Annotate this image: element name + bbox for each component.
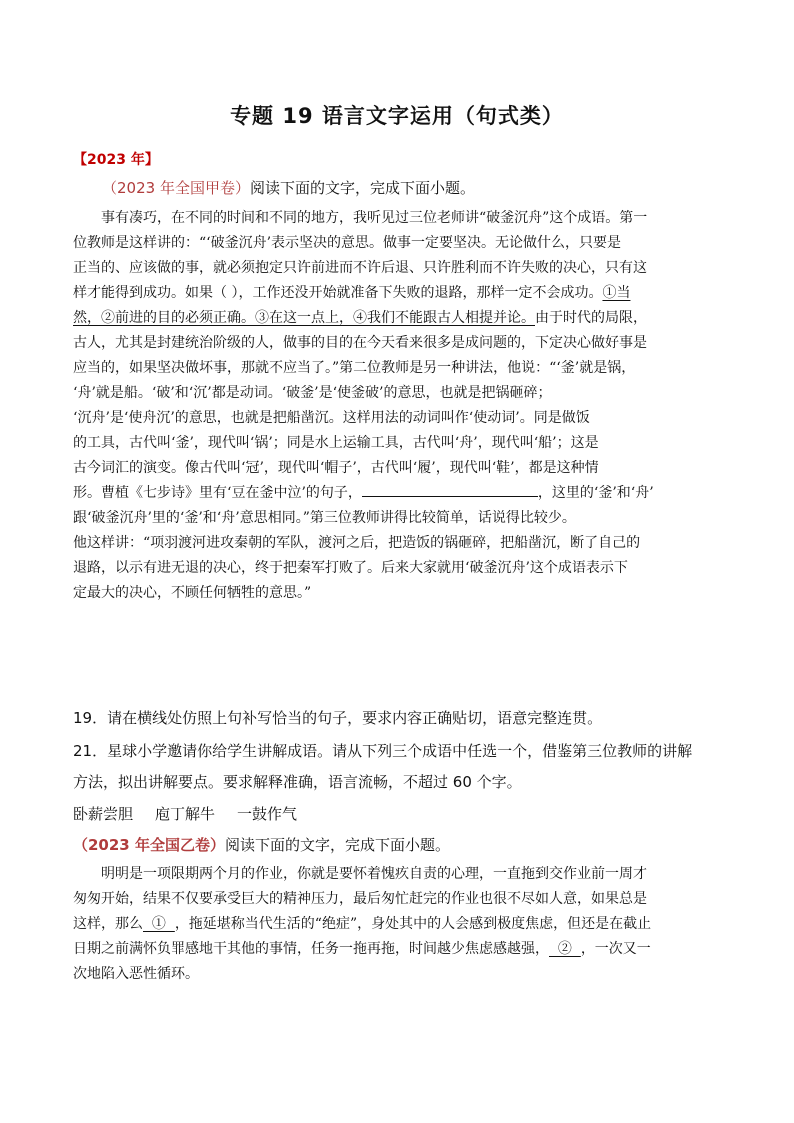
passage-line: 定最大的决心，不顾任何牺牲的意思。”	[73, 585, 312, 601]
passage-line: 匆匆开始，结果不仅要承受巨大的精神压力，最后匆忙赶完的作业也很不尽如人意，如果总是	[73, 891, 647, 907]
passage-line: 古今词汇的演变。像古代叫‘冠’，现代叫‘帽子’，古代叫‘履’，现代叫‘鞋’，都是这种情	[73, 460, 599, 476]
passage-line: 然，②前进的目的必须正确。③在这一点上，④我们不能跟古人相提并论。由于时代的局限，	[73, 310, 647, 326]
passage-line: 他这样讲：“项羽渡河进攻秦朝的军队，渡河之后，把造饭的锅砸碎，把船凿沉，断了自己的	[73, 535, 641, 551]
passage-line: 位教师是这样讲的：“‘破釜沉舟’表示坚决的意思。做事一定要坚决。无论做什么，只要是	[73, 235, 622, 251]
question-19: 19．请在横线处仿照上句补写恰当的句子，要求内容正确贴切，语意完整连贯。	[73, 709, 603, 727]
section2-source: （2023 年全国乙卷）	[73, 836, 225, 854]
question-21-line2: 方法，拟出讲解要点。要求解释准确，语言流畅，不超过 60 个字。	[73, 773, 522, 791]
idiom-options	[73, 803, 319, 824]
idiom-option: 一鼓作气	[237, 805, 298, 823]
section1-instruction: 阅读下面的文字，完成下面小题。	[249, 179, 475, 197]
year-bracket-open: 【	[73, 152, 87, 168]
passage-line: 退路，以示有进无退的决心，终于把秦军打败了。后来大家就用‘破釜沉舟’这个成语表示下	[73, 560, 628, 576]
year-bracket-close: 】	[144, 152, 159, 168]
blank-1[interactable]: ①	[143, 916, 175, 932]
passage-line: 的工具，古代叫‘釜’，现代叫‘锅’；同是水上运输工具，古代叫‘舟’，现代叫‘船’；这是	[73, 435, 599, 451]
fill-in-blank-line[interactable]	[362, 482, 538, 497]
section1-source: （2023 年全国甲卷）	[102, 179, 250, 197]
section1-intro	[102, 177, 475, 198]
year-label: 2023 年	[87, 152, 145, 168]
passage-line: 次地陷入恶性循环。	[73, 966, 199, 982]
year-tag	[73, 149, 159, 169]
blank-2[interactable]: ②	[549, 941, 581, 957]
passage-line: 事有凑巧，在不同的时间和不同的地方，我听见过三位老师讲“破釜沉舟”这个成语。第一	[101, 210, 648, 226]
section1-passage	[73, 206, 733, 606]
passage-line: 古人，尤其是封建统治阶级的人，做事的目的在今天看来很多是成问题的，下定决心做好事是	[73, 335, 647, 351]
passage-line: 正当的、应该做的事，就必须抱定只许前进而不许后退、只许胜利而不许失败的决心，只有这	[73, 260, 647, 276]
passage-line: 日期之前满怀负罪感地干其他的事情，任务一拖再拖，时间越少焦虑感越强， ② ，一次又一	[73, 941, 651, 957]
section2-intro	[73, 834, 450, 855]
section2-instruction: 阅读下面的文字，完成下面小题。	[224, 836, 450, 854]
underlined-sentence: 然，②前进的目的必须正确。③在这一点上，④我们不能跟古人相提并论。	[73, 310, 535, 326]
passage-line: 明明是一项限期两个月的作业，你就是要怀着愧疚自责的心理，一直拖到交作业前一周才	[101, 866, 647, 882]
section2-passage	[73, 862, 733, 987]
passage-line: ‘舟’就是船。‘破’和‘沉’都是动词。‘破釜’是‘使釜破’的意思，也就是把锅砸碎；	[73, 385, 552, 401]
passage-line: 这样，那么 ① ，拖延堪称当代生活的“绝症”，身处其中的人会感到极度焦虑，但还是在截止	[73, 916, 652, 932]
idiom-option: 卧薪尝胆	[73, 805, 134, 823]
page-title: 专题 19 语言文字运用（句式类）	[230, 104, 564, 128]
passage-line: 形。曹植《七步诗》里有‘豆在釜中泣’的句子， ，这里的‘釜’和‘舟’	[73, 481, 733, 506]
underlined-sentence: ①当	[602, 285, 631, 301]
passage-line: 应当的，如果坚决做坏事，那就不应当了。”第二位教师是另一种讲法，他说：“‘釜’就是锅，	[73, 360, 636, 376]
idiom-option: 庖丁解牛	[155, 805, 216, 823]
passage-line: ‘沉舟’是‘使舟沉’的意思，也就是把船凿沉。这样用法的动词叫作‘使动词’。同是做饭	[73, 410, 590, 426]
passage-line: 跟‘破釜沉舟’里的‘釜’和‘舟’意思相同。”第三位教师讲得比较简单，话说得比较少。	[73, 510, 576, 526]
passage-line: 样才能得到成功。如果（ ），工作还没开始就准备下失败的退路，那样一定不会成功。①当	[73, 285, 631, 301]
question-21-line1: 21．星球小学邀请你给学生讲解成语。请从下列三个成语中任选一个，借鉴第三位教师的讲解	[73, 742, 693, 760]
